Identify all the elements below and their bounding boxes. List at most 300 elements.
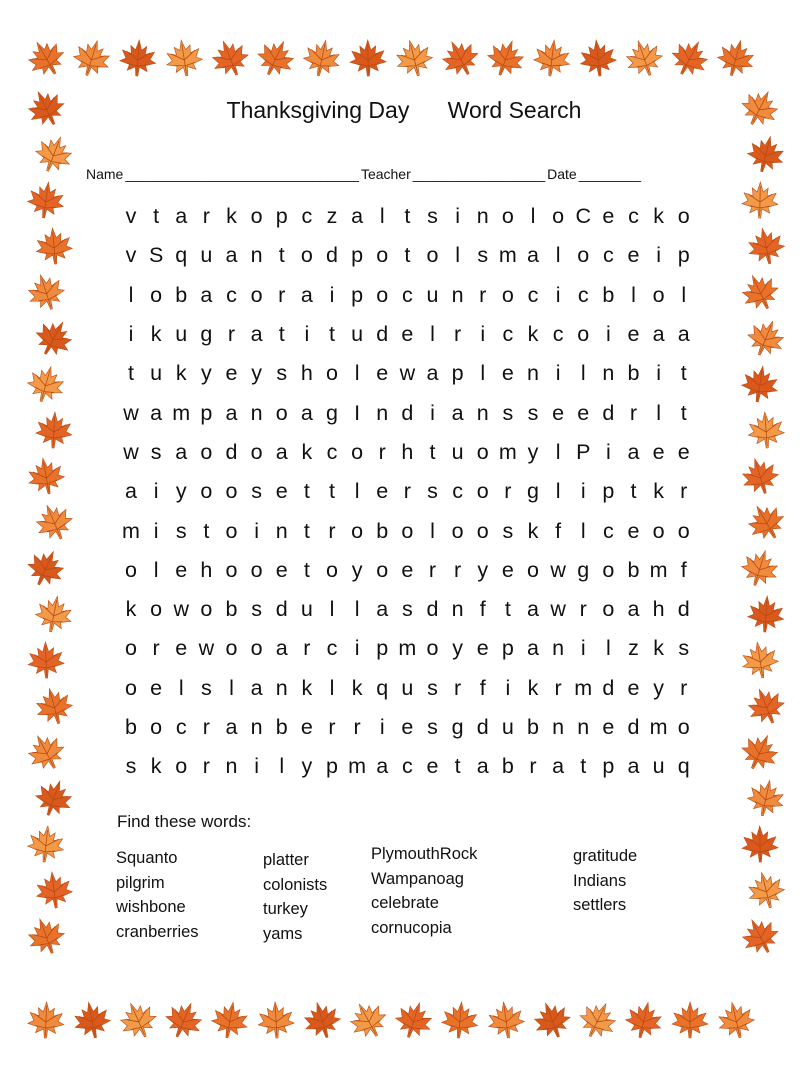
grid-letter: n [250,400,263,425]
grid-letter: o [150,282,163,307]
grid-letter: p [501,636,514,661]
grid-letter: o [577,243,590,268]
grid-letter: e [175,636,188,661]
grid-letter: m [498,243,517,268]
grid-letter: n [250,243,263,268]
grid-letter: w [198,636,215,661]
grid-letter: o [476,439,489,464]
grid-letter: C [575,204,592,229]
grid-row [120,511,695,550]
maple-leaf-icon [742,222,789,269]
grid-letter: c [628,204,639,229]
maple-leaf-icon [29,773,80,824]
grid-letter: e [376,361,389,386]
grid-letter: c [226,282,237,307]
grid-letter: r [403,479,411,504]
grid-letter: n [275,518,288,543]
grid-letter: y [201,361,212,386]
grid-letter: t [680,400,687,425]
grid-letter: o [376,557,389,582]
grid-letter: n [250,715,263,739]
grid-letter: o [376,282,389,307]
word-item: cornucopia [371,918,452,937]
grid-letter: r [629,400,638,425]
grid-letter: a [527,597,539,622]
grid-letter: l [656,400,662,425]
grid-letter: k [527,675,539,700]
word-item: cranberries [116,922,199,941]
grid-letter: r [202,204,210,229]
word-item: Indians [573,871,627,890]
grid-letter: w [123,439,139,464]
grid-letter: c [326,439,338,464]
grid-letter: k [653,636,664,661]
grid-letter: o [125,675,137,700]
maple-leaf-icon [712,996,760,1044]
grid-letter: t [404,243,411,268]
maple-leaf-icon [112,994,165,1047]
grid-letter: l [555,439,561,464]
name-label: Name [86,166,124,182]
grid-letter: a [275,636,288,661]
grid-letter: o [426,636,439,661]
grid-letter: e [300,715,313,739]
grid-letter: g [577,557,590,582]
grid-letter: t [303,518,310,543]
grid-letter: h [652,597,665,622]
grid-letter: q [175,243,188,268]
grid-letter: s [150,439,162,464]
grid-letter: d [602,400,615,425]
grid-letter: w [399,361,416,386]
grid-letter: s [427,204,438,229]
maple-leaf-icon [571,993,624,1046]
grid-letter: a [652,322,665,347]
maple-leaf-icon [670,1000,710,1040]
maple-leaf-icon [712,34,761,83]
grid-letter: r [328,715,336,739]
grid-letter: u [175,322,188,347]
grid-letter: k [175,361,187,386]
maple-leaf-icon [740,824,781,865]
word-column [371,842,477,940]
maple-leaf-icon [735,543,785,593]
grid-letter: i [555,361,561,386]
maple-leaf-icon [740,180,781,221]
grid-letter: S [148,243,164,268]
grid-letter: a [200,282,213,307]
teacher-label: Teacher [360,166,411,182]
grid-letter: l [279,754,285,779]
word-item: settlers [573,896,627,914]
grid-letter: o [351,439,364,464]
grid-letter: e [602,715,615,739]
grid-letter: o [250,439,263,464]
grid-letter: o [326,557,338,582]
grid-letter: i [254,518,260,543]
maple-leaf-icon [20,542,73,595]
grid-letter: b [627,361,640,386]
grid-letter: t [504,597,511,622]
word-item: pilgrim [116,873,165,892]
word-item: PlymouthRock [371,845,478,863]
grid-letter: l [329,597,335,622]
grid-letter: g [527,479,539,504]
grid-row [120,393,695,432]
grid-letter: i [329,282,335,307]
grid-letter: o [225,479,238,504]
maple-leaf-icon [663,31,717,85]
grid-letter: t [630,479,637,504]
word-column [263,848,327,946]
grid-letter: o [501,204,514,229]
grid-letter: o [552,204,565,229]
grid-letter: e [577,400,590,425]
grid-letter: b [376,518,389,543]
grid-letter: b [501,754,514,779]
grid-letter: c [527,282,539,307]
grid-letter: k [527,322,539,347]
grid-letter: i [605,439,611,464]
grid-letter: w [550,597,566,622]
grid-letter: c [326,636,338,661]
grid-letter: r [454,322,462,347]
grid-letter: y [251,361,262,386]
maple-leaf-icon [32,868,77,913]
grid-letter: e [376,479,389,504]
maple-leaf-icon [25,999,66,1040]
maple-leaf-icon [204,32,256,84]
grid-letter: o [527,557,539,582]
maple-leaf-icon [526,994,578,1046]
maple-leaf-icon [32,224,75,267]
grid-letter: p [326,754,338,779]
letter-grid [120,197,695,786]
grid-letter: z [326,204,338,229]
grid-letter: y [477,557,489,582]
grid-letter: i [656,361,662,386]
grid-letter: k [301,439,313,464]
word-list [116,846,696,956]
grid-letter: r [378,439,386,464]
maple-leaf-icon [117,37,160,80]
maple-leaf-icon [733,725,786,778]
date-field[interactable]: ________ [578,166,642,182]
grid-letter: s [502,400,514,425]
grid-letter: w [173,597,190,622]
grid-letter: o [376,243,389,268]
grid-letter: I [354,400,361,425]
grid-letter: l [379,204,385,229]
grid-letter: m [649,715,668,739]
grid-letter: c [402,754,413,779]
grid-letter: k [527,518,539,543]
grid-letter: i [153,518,159,543]
grid-letter: d [225,439,238,464]
maple-leaf-icon [733,909,787,963]
grid-letter: e [627,243,640,268]
grid-letter: e [275,479,288,504]
name-field[interactable]: ______________________________ [125,166,359,182]
grid-letter: a [627,597,640,622]
grid-letter: o [602,557,615,582]
grid-letter: e [426,754,439,779]
grid-letter: u [401,675,414,700]
grid-letter: l [354,479,360,504]
grid-letter: b [602,282,615,307]
grid-letter: k [653,479,664,504]
grid-letter: c [603,518,614,543]
grid-letter: p [602,479,615,504]
grid-letter: t [454,754,461,779]
maple-leaf-icon [24,822,68,866]
grid-letter: y [653,675,664,700]
grid-letter: s [402,597,413,622]
maple-leaf-icon [733,265,786,318]
grid-row [120,629,695,668]
grid-letter: p [451,361,464,386]
word-item: yams [263,924,303,943]
maple-leaf-icon [23,177,68,222]
maple-leaf-icon [341,993,395,1047]
grid-letter: o [451,518,464,543]
grid-letter: s [125,754,137,779]
grid-letter: e [225,361,238,386]
grid-letter: a [451,400,464,425]
grid-letter: r [529,754,537,779]
word-column [573,844,637,918]
grid-letter: r [554,675,562,700]
grid-letter: e [175,557,188,582]
grid-letter: c [175,715,187,739]
maple-leaf-icon [737,637,783,683]
grid-row [120,590,695,629]
grid-letter: m [649,557,668,582]
grid-letter: n [451,597,464,622]
grid-letter: q [376,675,389,700]
grid-letter: n [476,204,489,229]
grid-letter: r [353,715,361,739]
grid-letter: b [175,282,188,307]
maple-leaf-icon [19,31,74,86]
grid-letter: r [454,557,462,582]
grid-letter: a [175,439,188,464]
grid-letter: o [250,636,263,661]
grid-letter: s [477,243,489,268]
grid-letter: p [602,754,615,779]
grid-letter: k [150,322,162,347]
grid-letter: k [653,204,664,229]
grid-letter: l [555,243,561,268]
grid-letter: e [401,715,414,739]
grid-letter: e [627,518,640,543]
grid-letter: e [602,204,615,229]
maple-leaf-icon [298,34,345,81]
grid-letter: l [354,597,360,622]
grid-row [120,236,695,275]
grid-letter: r [680,479,688,504]
maple-leaf-icon [737,361,783,407]
page-title: Thanksgiving Day Word Search [226,97,582,123]
grid-letter: t [303,557,310,582]
grid-letter: l [229,675,234,700]
grid-letter: a [627,754,640,779]
grid-letter: o [652,518,665,543]
grid-letter: r [152,636,160,661]
grid-letter: t [429,439,436,464]
grid-letter: t [329,322,335,347]
grid-letter: i [580,479,586,504]
grid-row [120,197,695,236]
grid-letter: o [677,204,690,229]
grid-letter: k [301,675,313,700]
grid-letter: e [627,675,640,700]
maple-leaf-icon [438,998,481,1041]
grid-letter: r [504,479,512,504]
grid-letter: o [250,204,263,229]
grid-letter: y [175,479,187,504]
grid-letter: l [455,243,461,268]
grid-letter: s [251,597,262,622]
grid-letter: l [354,361,360,386]
grid-letter: n [552,636,565,661]
grid-letter: s [427,675,438,700]
grid-letter: o [250,282,263,307]
grid-letter: s [527,400,539,425]
grid-letter: t [278,243,285,268]
grid-letter: g [200,322,213,347]
grid-letter: a [627,439,640,464]
grid-letter: l [530,204,536,229]
grid-letter: r [328,518,336,543]
maple-leaf-icon [348,38,389,79]
grid-letter: l [681,282,687,307]
grid-letter: o [200,439,213,464]
maple-leaf-icon [69,997,116,1044]
grid-letter: i [128,322,134,347]
grid-letter: r [428,557,437,582]
grid-letter: t [580,754,587,779]
grid-letter: a [225,400,238,425]
grid-letter: p [351,243,364,268]
grid-letter: b [627,557,640,582]
grid-letter: f [680,557,687,582]
grid-letter: w [123,400,139,425]
grid-letter: i [455,204,461,229]
grid-letter: a [351,204,364,229]
grid-letter: o [275,400,288,425]
grid-letter: s [251,479,262,504]
grid-letter: d [602,675,615,700]
grid-letter: a [476,754,489,779]
grid-letter: e [627,322,640,347]
maple-leaf-icon [735,451,785,501]
grid-letter: l [430,322,435,347]
grid-letter: i [656,243,662,268]
word-item: wishbone [116,898,186,916]
grid-letter: n [275,675,288,700]
grid-row [120,354,695,393]
grid-letter: d [426,597,439,622]
grid-letter: m [348,754,367,779]
maple-leaf-icon [620,996,668,1044]
grid-letter: p [677,243,690,268]
grid-letter: c [552,322,564,347]
grid-letter: r [479,282,487,307]
maple-leaf-icon [207,997,253,1043]
grid-letter: n [602,361,615,386]
grid-letter: i [304,322,310,347]
maple-leaf-icon [742,774,789,821]
grid-letter: c [577,282,589,307]
grid-letter: i [254,754,260,779]
maple-leaf-icon [31,591,78,638]
grid-letter: a [175,204,188,229]
grid-letter: a [300,282,313,307]
maple-leaf-icon [742,130,790,178]
maple-leaf-icon [297,995,346,1044]
grid-letter: v [125,243,137,268]
grid-letter: n [527,361,539,386]
grid-letter: y [301,754,313,779]
grid-row [120,315,695,354]
grid-letter: i [354,636,360,661]
grid-letter: r [202,754,210,779]
grid-letter: d [627,715,640,739]
grid-letter: s [201,675,212,700]
grid-letter: c [452,479,463,504]
grid-letter: i [430,400,435,425]
grid-letter: l [153,557,159,582]
grid-letter: k [125,597,137,622]
maple-leaf-icon [530,36,575,81]
maple-leaf-icon [483,997,528,1042]
grid-row [120,669,695,708]
grid-letter: n [451,282,464,307]
grid-letter: m [498,439,517,464]
grid-letter: t [303,479,310,504]
grid-letter: o [225,557,238,582]
grid-row [120,551,695,590]
grid-letter: s [502,518,514,543]
maple-leaf-icon [742,866,790,914]
maple-leaf-icon [740,680,792,732]
maple-leaf-icon [27,311,81,365]
grid-letter: t [203,518,210,543]
grid-letter: u [351,322,364,347]
grid-letter: i [555,282,561,307]
word-item: Wampanoag [371,869,464,888]
grid-letter: e [476,636,489,661]
maple-leaf-icon [30,682,79,731]
grid-letter: o [200,597,213,622]
grid-letter: n [225,754,238,779]
grid-letter: i [480,322,486,347]
grid-letter: b [125,715,137,739]
grid-letter: d [476,715,489,739]
grid-letter: o [150,715,163,739]
grid-letter: o [150,597,163,622]
grid-letter: o [401,518,414,543]
maple-leaf-icon [28,496,80,548]
grid-letter: k [226,204,237,229]
grid-letter: a [426,361,439,386]
grid-letter: o [326,361,338,386]
teacher-field[interactable]: _________________ [412,166,546,182]
grid-row [120,747,695,786]
grid-letter: t [404,204,411,229]
grid-letter: o [351,518,364,543]
